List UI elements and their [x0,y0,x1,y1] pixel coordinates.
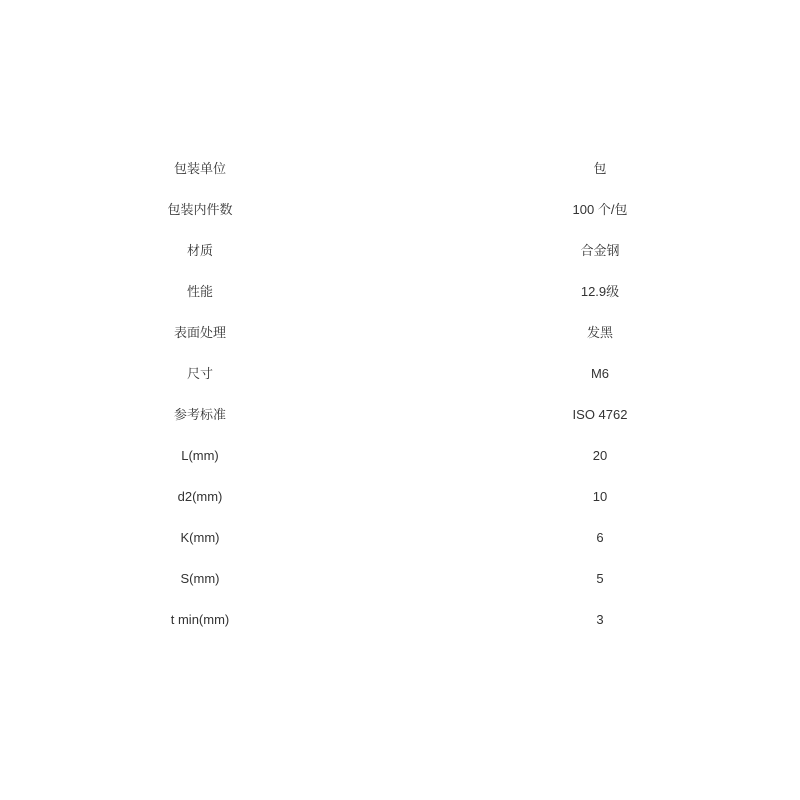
spec-label: S(mm) [180,570,220,586]
spec-value: 5 [596,570,604,586]
spec-value: 100 个/包 [572,201,628,217]
spec-label: d2(mm) [177,488,223,504]
table-row [0,517,800,558]
spec-table-body [0,148,800,640]
table-row [0,189,800,230]
spec-value: 20 [592,447,608,463]
spec-label: 材质 [186,242,213,258]
table-row [0,148,800,189]
spec-value: 合金钢 [580,242,620,258]
spec-label: 表面处理 [173,324,226,340]
specification-table [0,148,800,640]
spec-label: 参考标准 [173,406,226,422]
table-row [0,312,800,353]
spec-value: 12.9级 [580,283,620,299]
table-row [0,599,800,640]
spec-value: 10 [592,488,608,504]
table-row [0,558,800,599]
spec-label: 性能 [186,283,213,299]
spec-value: ISO 4762 [572,406,628,422]
spec-label: 包装内件数 [167,201,233,217]
spec-value: 发黑 [586,324,613,340]
spec-label: t min(mm) [170,611,230,627]
table-row [0,435,800,476]
spec-value: M6 [590,365,610,381]
spec-value: 3 [596,611,604,627]
table-row [0,230,800,271]
spec-label: 包装单位 [173,160,226,176]
table-row [0,353,800,394]
spec-label: 尺寸 [186,365,213,381]
table-row [0,394,800,435]
table-row [0,476,800,517]
spec-value: 6 [596,529,604,545]
spec-label: K(mm) [180,529,220,545]
table-row [0,271,800,312]
spec-value: 包 [593,160,607,176]
spec-label: L(mm) [181,447,219,463]
